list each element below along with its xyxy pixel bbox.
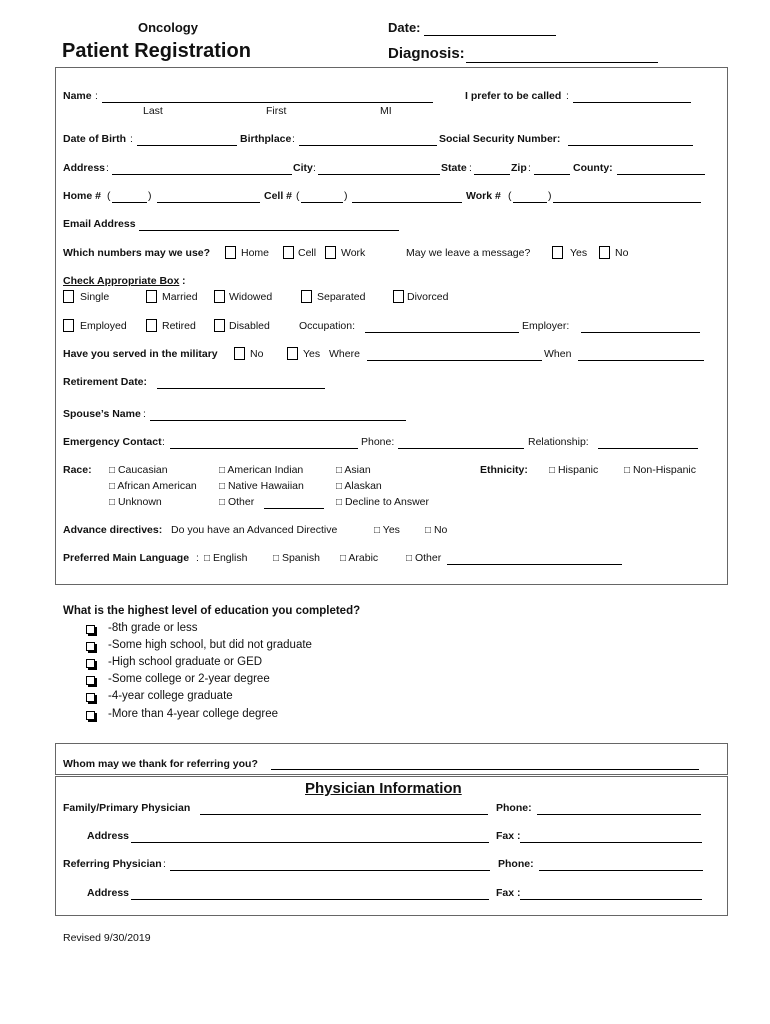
language-spanish-option[interactable]: □ Spanish (273, 552, 320, 564)
cell-phone-field[interactable] (352, 202, 462, 203)
employer-field[interactable] (581, 332, 700, 333)
race-other-field[interactable] (264, 508, 324, 509)
ethnicity-hispanic-option[interactable]: □ Hispanic (549, 464, 599, 476)
referral-field[interactable] (271, 769, 699, 770)
race-label: Race: (63, 464, 92, 476)
family-address-label: Address (87, 830, 130, 842)
spouse-field[interactable] (150, 420, 406, 421)
race-caucasian-option[interactable]: □ Caucasian (109, 464, 168, 476)
education-option: -8th grade or less (108, 622, 198, 634)
last-caption: Last (143, 105, 163, 117)
relationship-label: Relationship: (528, 436, 589, 448)
disabled-checkbox[interactable] (214, 319, 225, 332)
cell-number-checkbox[interactable] (283, 246, 294, 259)
diagnosis-field[interactable] (466, 62, 658, 63)
work-number-option: Work (341, 247, 366, 259)
military-no-checkbox[interactable] (234, 347, 245, 360)
advance-no-option[interactable]: □ No (425, 524, 448, 536)
message-no-checkbox[interactable] (599, 246, 610, 259)
education-option-checkbox[interactable] (86, 693, 95, 702)
separated-checkbox[interactable] (301, 290, 312, 303)
ethnicity-label: Ethnicity: (480, 464, 528, 476)
education-option-checkbox[interactable] (86, 676, 95, 685)
message-label: May we leave a message? (406, 247, 531, 259)
advance-directives-question: Do you have an Advanced Directive (171, 524, 338, 536)
message-yes-checkbox[interactable] (552, 246, 563, 259)
check-box-heading: Check Appropriate Box (63, 275, 180, 287)
revision-date: Revised 9/30/2019 (63, 932, 151, 944)
state-label: State (441, 162, 467, 174)
employed-checkbox[interactable] (63, 319, 74, 332)
work-phone-label: Work # (466, 190, 501, 202)
retirement-field[interactable] (157, 388, 325, 389)
race-other-option[interactable]: □ Other (219, 496, 255, 508)
home-number-option: Home (241, 247, 270, 259)
email-field[interactable] (139, 230, 399, 231)
disabled-option: Disabled (229, 320, 270, 332)
physician-section (55, 776, 728, 916)
emergency-phone-label: Phone: (361, 436, 395, 448)
mi-caption: MI (380, 105, 392, 117)
dob-label: Date of Birth (63, 133, 126, 145)
family-phone-label: Phone: (496, 802, 532, 814)
birthplace-field[interactable] (299, 145, 437, 146)
ssn-label: Social Security Number: (439, 133, 561, 145)
county-label: County: (573, 162, 613, 174)
referring-address-label: Address (87, 887, 130, 899)
email-label: Email Address (63, 218, 136, 230)
home-phone-field[interactable] (157, 202, 260, 203)
employer-label: Employer: (522, 320, 570, 332)
military-yes-checkbox[interactable] (287, 347, 298, 360)
divorced-option: Divorced (407, 291, 449, 303)
race-american-indian-option[interactable]: □ American Indian (219, 464, 304, 476)
address-field[interactable] (112, 174, 292, 175)
first-caption: First (266, 105, 287, 117)
message-yes-option: Yes (570, 247, 588, 259)
referral-label: Whom may we thank for referring you? (63, 758, 258, 770)
military-yes-option: Yes (303, 348, 321, 360)
referring-physician-field[interactable] (170, 870, 490, 871)
zip-label: Zip (511, 162, 527, 174)
language-label: Preferred Main Language (63, 552, 190, 564)
referring-fax-label: Fax : (496, 887, 521, 899)
race-african-american-option[interactable]: □ African American (109, 480, 197, 492)
single-option: Single (80, 291, 110, 303)
race-native-hawaiian-option[interactable]: □ Native Hawaiian (219, 480, 304, 492)
prefer-field[interactable] (573, 102, 691, 103)
city-label: City (293, 162, 313, 174)
ethnicity-non-hispanic-option[interactable]: □ Non-Hispanic (624, 464, 696, 476)
family-fax-field[interactable] (520, 842, 702, 843)
name-field[interactable] (102, 102, 433, 103)
physician-title: Physician Information (305, 780, 462, 797)
family-physician-label: Family/Primary Physician (63, 802, 191, 814)
education-question: What is the highest level of education you completed? (63, 605, 361, 617)
referring-phone-label: Phone: (498, 858, 534, 870)
page-title: Patient Registration (62, 40, 251, 62)
dob-field[interactable] (137, 145, 237, 146)
employed-option: Employed (80, 320, 127, 332)
family-address-field[interactable] (131, 842, 489, 843)
education-option: -High school graduate or GED (108, 656, 263, 668)
widowed-checkbox[interactable] (214, 290, 225, 303)
education-option: -More than 4-year college degree (108, 708, 279, 720)
occupation-field[interactable] (365, 332, 519, 333)
referring-phone-field[interactable] (539, 870, 703, 871)
referring-fax-field[interactable] (520, 899, 702, 900)
language-other-field[interactable] (447, 564, 622, 565)
education-option: -Some college or 2-year degree (108, 673, 270, 685)
military-no-option: No (250, 348, 264, 360)
language-other-option[interactable]: □ Other (406, 552, 442, 564)
retirement-label: Retirement Date: (63, 376, 148, 388)
zip-field[interactable] (534, 174, 570, 175)
where-label: Where (329, 348, 360, 360)
birthplace-label: Birthplace (240, 133, 292, 145)
education-option-checkbox[interactable] (86, 659, 95, 668)
occupation-label: Occupation: (299, 320, 356, 332)
department-label: Oncology (138, 20, 198, 35)
work-number-checkbox[interactable] (325, 246, 336, 259)
widowed-option: Widowed (229, 291, 273, 303)
prefer-label: I prefer to be called (465, 90, 562, 102)
state-field[interactable] (474, 174, 510, 175)
relationship-field[interactable] (598, 448, 698, 449)
city-field[interactable] (318, 174, 440, 175)
date-field[interactable] (424, 35, 556, 36)
language-arabic-option[interactable]: □ Arabic (340, 552, 379, 564)
race-decline-option[interactable]: □ Decline to Answer (336, 496, 430, 508)
home-number-checkbox[interactable] (225, 246, 236, 259)
emergency-phone-field[interactable] (398, 448, 524, 449)
advance-directives-label: Advance directives: (63, 524, 163, 536)
retired-checkbox[interactable] (146, 319, 157, 332)
education-option: -4-year college graduate (108, 690, 233, 702)
divorced-checkbox[interactable] (393, 290, 404, 303)
referring-address-field[interactable] (131, 899, 489, 900)
retired-option: Retired (162, 320, 196, 332)
when-label: When (544, 348, 572, 360)
advance-yes-option[interactable]: □ Yes (374, 524, 400, 536)
address-label: Address (63, 162, 106, 174)
family-phone-field[interactable] (537, 814, 701, 815)
married-checkbox[interactable] (146, 290, 157, 303)
family-fax-label: Fax : (496, 830, 521, 842)
home-phone-label: Home # (63, 190, 101, 202)
cell-number-option: Cell (298, 247, 317, 259)
race-alaskan-option[interactable]: □ Alaskan (336, 480, 382, 492)
where-field[interactable] (367, 360, 542, 361)
married-option: Married (162, 291, 198, 303)
education-option-checkbox[interactable] (86, 711, 95, 720)
single-checkbox[interactable] (63, 290, 74, 303)
language-english-option[interactable]: □ English (204, 552, 248, 564)
spouse-label: Spouse’s Name (63, 408, 141, 420)
family-physician-field[interactable] (200, 814, 488, 815)
work-phone-field[interactable] (553, 202, 701, 203)
when-field[interactable] (578, 360, 704, 361)
military-label: Have you served in the military (63, 348, 218, 360)
work-area-code-field[interactable] (513, 202, 547, 203)
cell-area-code-field[interactable] (301, 202, 343, 203)
race-unknown-option[interactable]: □ Unknown (109, 496, 162, 508)
county-field[interactable] (617, 174, 705, 175)
date-label: Date: (388, 20, 421, 35)
emergency-label: Emergency Contact (63, 436, 162, 448)
message-no-option: No (615, 247, 629, 259)
referring-physician-label: Referring Physician (63, 858, 162, 870)
race-asian-option[interactable]: □ Asian (336, 464, 371, 476)
education-option-checkbox[interactable] (86, 625, 95, 634)
diagnosis-label: Diagnosis: (388, 45, 465, 62)
home-area-code-field[interactable] (112, 202, 147, 203)
name-label: Name (63, 90, 92, 102)
ssn-field[interactable] (568, 145, 693, 146)
cell-phone-label: Cell # (264, 190, 293, 202)
emergency-field[interactable] (170, 448, 358, 449)
education-option: -Some high school, but did not graduate (108, 639, 312, 651)
education-option-checkbox[interactable] (86, 642, 95, 651)
separated-option: Separated (317, 291, 366, 303)
which-numbers-label: Which numbers may we use? (63, 247, 211, 259)
